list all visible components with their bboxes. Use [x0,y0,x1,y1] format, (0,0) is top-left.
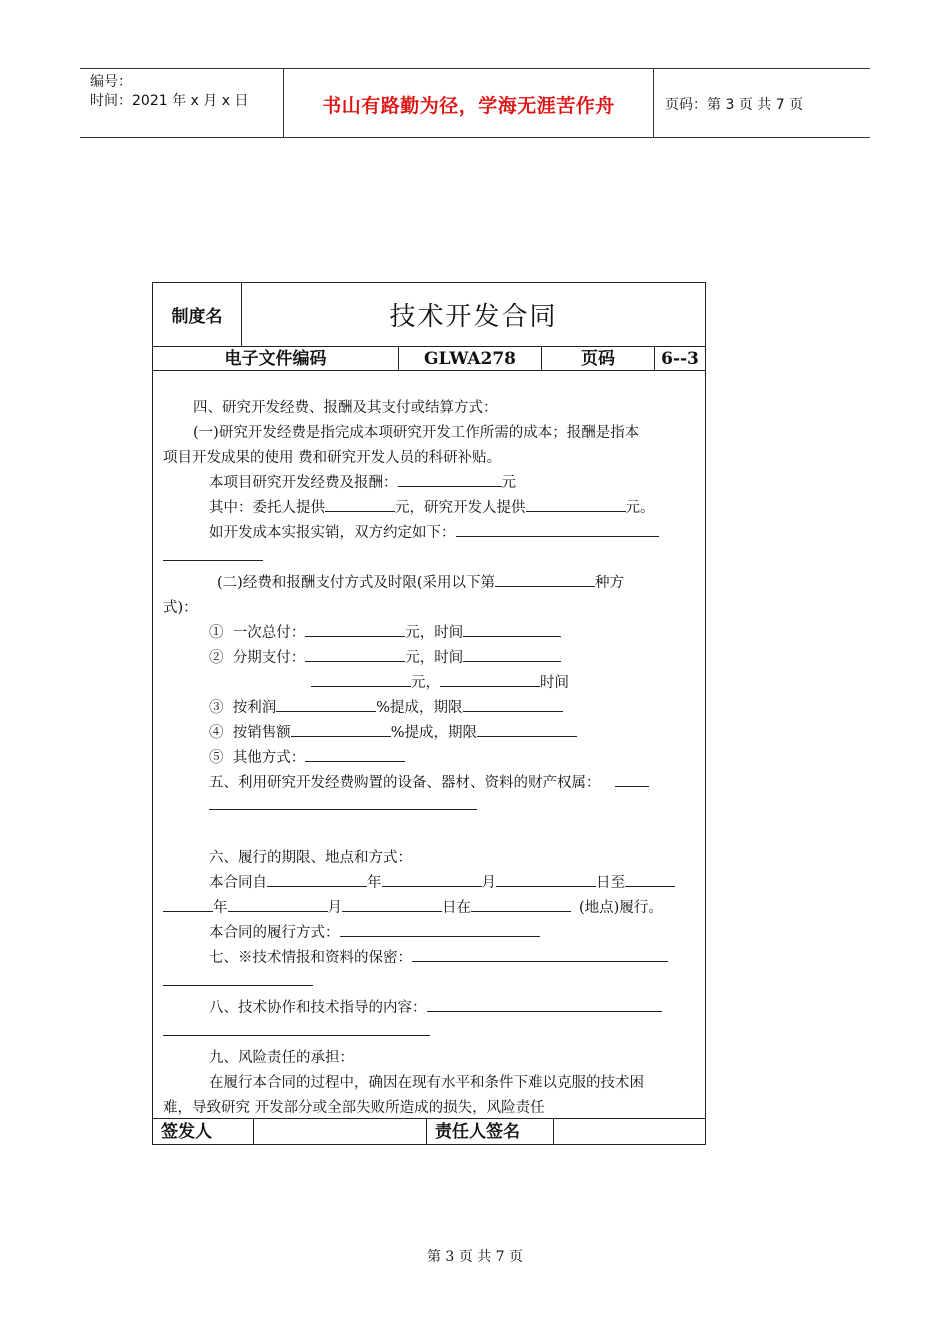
end-day-blank [342,897,442,912]
method-line [209,921,540,942]
paragraph-1-line-1: (一)研究开发经费是指完成本项研究开发工作所需的成本；报酬是指本 [193,425,640,441]
among-text-a: 其中：委托人提供 [209,500,325,516]
place-blank [471,897,571,912]
risk-line-2: 难，导致研究 开发部分或全部失败所造成的损失，风险责任 [163,1100,545,1116]
page-footer: 第 3 页 共 7 页 [426,1249,524,1265]
option-5-blank [305,747,405,762]
section-5-blank-line-2 [209,795,477,814]
fee-label: 本项目研究开发经费及报酬： [209,475,398,491]
term-day-to: 日至 [596,875,625,891]
section-5-line [209,771,649,792]
section-8-heading: 八、技术协作和技术指导的内容： [209,1000,427,1016]
section-8-line [209,996,662,1017]
section-7-blank [412,947,668,962]
actual-blank-line-2 [163,546,263,565]
signer-label: 签发人 [153,1119,254,1145]
end-year-blank [625,872,675,887]
number-label: 编号： [90,74,132,90]
header-page-label: 页码：第 3 页 共 7 页 [665,97,804,113]
term-day-at: 日在 [442,900,471,916]
page-header [80,68,870,138]
option-4-text-a: 按销售额 [232,725,291,741]
term-line-2 [163,896,663,917]
paragraph-2-text-a: (二)经费和报酬支付方式及时限(采用以下第 [217,575,495,591]
signer-field[interactable] [255,1119,427,1145]
client-amount-blank [325,497,395,512]
time-label: 时间：2021 年 x 月 x 日 [90,93,249,109]
system-name-label: 制度名 [153,283,242,346]
start-day-blank [496,872,596,887]
section-7-blank-line-2 [163,971,313,990]
option-3-text-a: 按利润 [232,700,277,716]
among-text-b: 元，研究开发人提供 [395,500,526,516]
section-5-heading: 五、利用研究开发经费购置的设备、器材、资料的财产权属： [209,775,601,791]
option-1-line [209,621,561,642]
title-row [153,283,705,347]
risk-line-1: 在履行本合同的过程中，确因在现有水平和条件下难以克服的技术困 [209,1075,644,1091]
code-row [153,347,705,371]
payment-option-blank [495,572,595,587]
option-3-term-blank [463,697,563,712]
option-2-number: ② [209,650,224,666]
option-1-number: ① [209,625,224,641]
signature-row [153,1118,705,1145]
option-2-time-blank-2 [440,672,540,687]
option-3-percent-blank [276,697,376,712]
page-value: 6--3 [661,349,699,369]
actual-blank [456,522,659,537]
method-blank [340,922,540,937]
term-year: 年 [367,875,382,891]
option-2-text-b: 元，时间 [405,650,464,666]
paragraph-2-line-2: 式)： [163,600,198,616]
option-3-number: ③ [209,700,224,716]
among-text-c: 元。 [625,500,655,516]
section-8-blank-line-2 [163,1021,430,1040]
term-year-2: 年 [213,900,228,916]
term-place: (地点)履行。 [579,900,663,916]
developer-amount-blank [526,497,626,512]
fee-blank [398,472,502,487]
option-2-line-2 [311,671,569,692]
option-2-amount-blank [305,647,405,662]
option-5-line [209,746,405,767]
option-2-text-a: 分期支付： [232,650,306,666]
term-month-2: 月 [327,900,342,916]
term-month: 月 [481,875,496,891]
option-4-term-blank [477,722,577,737]
document-title: 技术开发合同 [389,302,558,332]
header-motto: 书山有路勤为径，学海无涯苦作舟 [322,95,615,117]
section-5-blank [615,772,649,787]
header-meta [90,73,248,111]
option-2-text-c: 元， [411,675,440,691]
option-2-text-d: 时间 [540,675,569,691]
paragraph-1-line-2: 项目开发成果的使用 费和研究开发人员的科研补贴。 [163,450,502,466]
paragraph-2-line-1 [217,571,624,592]
actual-line [209,521,659,542]
section-5-blank-cont [209,795,477,810]
actual-label: 如开发成本实报实销，双方约定如下： [209,525,456,541]
paragraph-2-text-b: 种方 [594,575,624,591]
section-7-line [209,946,668,967]
option-4-percent-blank [291,722,391,737]
actual-blank-cont [163,546,263,561]
section-8-blank-cont [163,1021,430,1036]
option-1-text-a: 一次总付： [232,625,306,641]
start-year-blank [267,872,367,887]
fee-line [209,471,516,492]
section-4-heading: 四、研究开发经费、报酬及其支付或结算方式： [193,400,498,416]
option-1-amount-blank [305,622,405,637]
header-divider [653,69,654,137]
contract-form [152,282,706,1145]
fee-unit: 元 [501,475,516,491]
section-9-heading: 九、风险责任的承担： [209,1050,354,1066]
option-3-text-b: %提成，期限 [376,700,463,716]
term-line-1 [209,871,675,892]
page-label: 页码 [542,347,655,370]
end-month-blank [228,897,328,912]
end-year-blank-cont [163,897,213,912]
section-8-blank [427,997,662,1012]
option-2-time-blank [463,647,561,662]
method-label: 本合同的履行方式： [209,925,340,941]
among-line [209,496,655,517]
file-code-value: GLWA278 [399,347,542,370]
option-4-text-b: %提成，期限 [390,725,477,741]
responsible-label: 责任人签名 [427,1119,554,1145]
section-7-blank-cont [163,971,313,986]
section-7-heading: 七、※技术情报和资料的保密： [209,950,412,966]
option-4-number: ④ [209,725,224,741]
option-5-number: ⑤ [209,750,224,766]
option-4-line [209,721,577,742]
term-text-a: 本合同自 [209,875,267,891]
section-6-heading: 六、履行的期限、地点和方式： [209,850,412,866]
option-1-time-blank [463,622,561,637]
option-2-line [209,646,561,667]
start-month-blank [382,872,482,887]
option-5-text-a: 其他方式： [232,750,306,766]
file-code-label: 电子文件编码 [153,347,399,370]
option-2-amount-blank-2 [311,672,411,687]
option-3-line [209,696,563,717]
option-1-text-b: 元，时间 [405,625,464,641]
contract-body [153,371,705,1117]
responsible-signature-field[interactable] [555,1119,705,1145]
